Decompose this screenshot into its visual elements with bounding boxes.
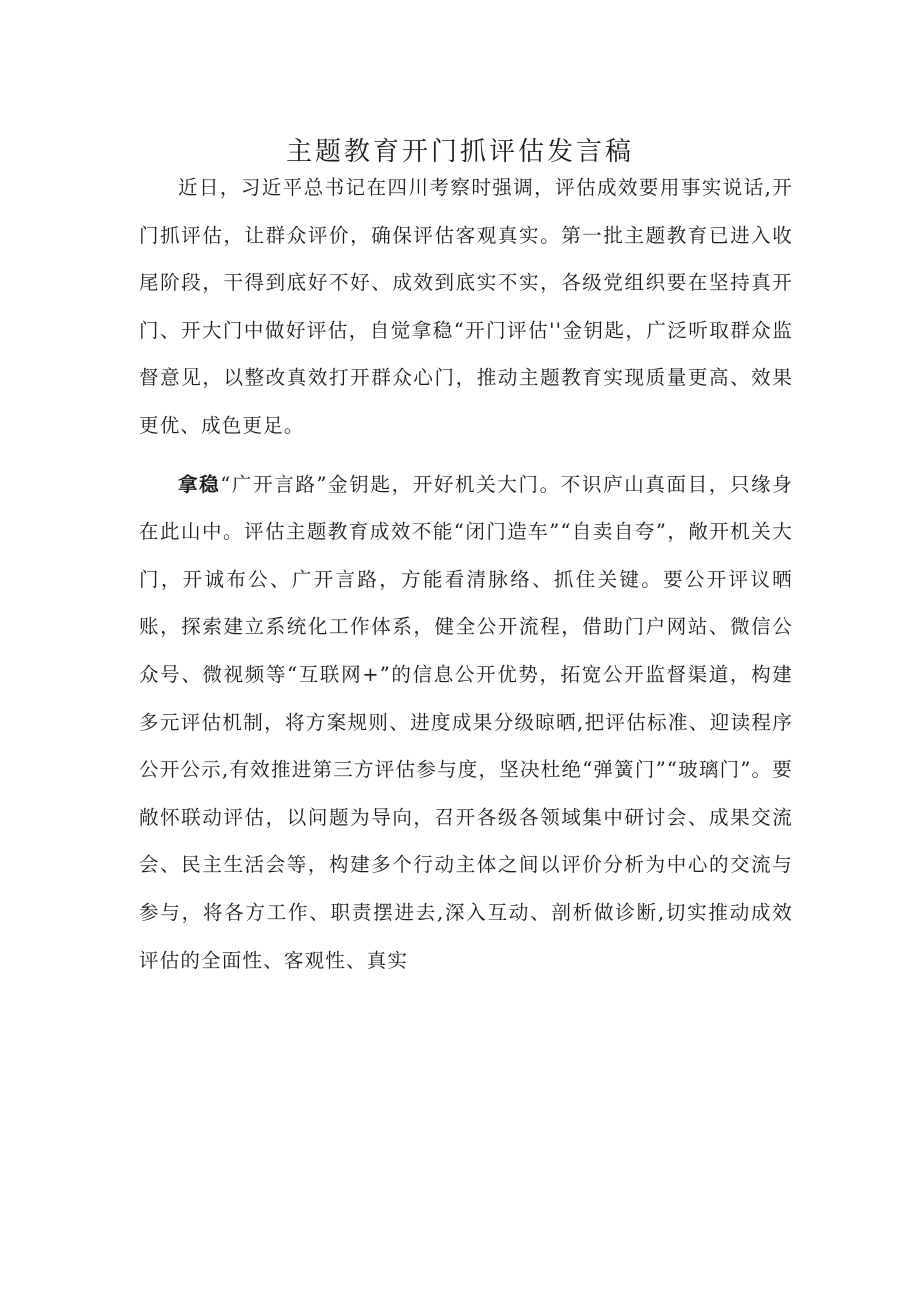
document-title: 主题教育开门抓评估发言稿 [285,137,634,167]
paragraph-text: 近日，习近平总书记在四川考察时强调，评估成效要用事实说话,开门抓评估，让群众评价，确保评估客观真实。第一批主题教育已进入收尾阶段，干得到底好不好、成效到底实不实，各级党组织要在坚持真开门、开大门中做好评估，自觉拿稳“开门评估''金钥匙，广泛听取群众监督意见，以整改真效打开群众心门，推动主题教育实现质量更高、效果更优、成色更足。 [139,176,793,437]
document-body [139,164,793,984]
paragraph-section-1 [139,461,793,985]
paragraph-intro [139,164,793,450]
paragraph-lead: 拿稳 [178,472,221,496]
paragraph-text: “广开言路”金钥匙，开好机关大门。不识庐山真面目，只缘身在此山中。评估主题教育成效不能“闭门造车”“自卖自夸”，敞开机关大门，开诚布公、广开言路，方能看清脉络、抓住关键。要公开评议晒账，探索建立系统化工作体系，健全公开流程，借助门户网站、微信公众号、微视频等“互联网+”的信息公开优势，拓宽公开监督渠道，构建多元评估机制，将方案规则、进度成果分级晾晒,把评估标准、迎读程序公开公示,有效推进第三方评估参与度，坚决杜绝“弹簧门”“玻璃门”。要敞怀联动评估，以问题为导向，召开各级各领域集中研讨会、成果交流会、民主生活会等，构建多个行动主体之间以评价分析为中心的交流与参与，将各方工作、职责摆进去,深入互动、剖析做诊断,切实推动成效评估的全面性、客观性、真实 [139,472,793,972]
